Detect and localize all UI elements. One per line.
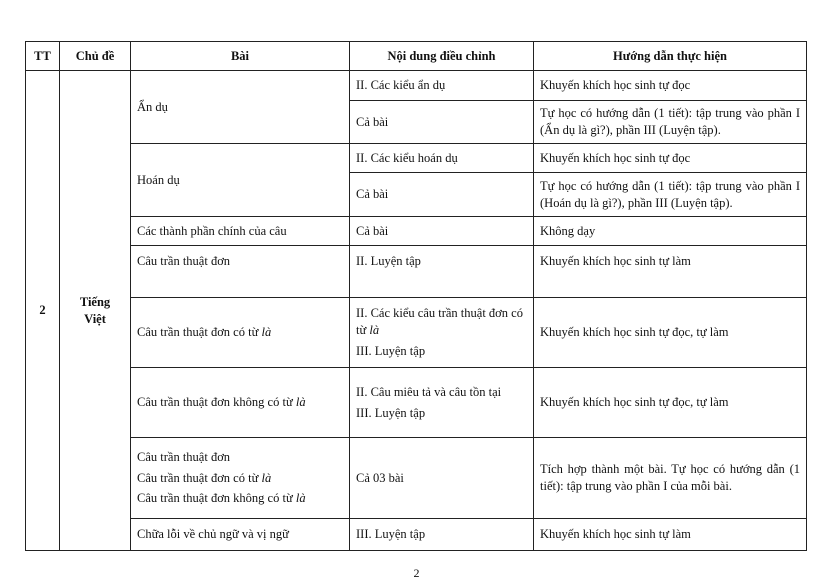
adjustment-text: III. Luyện tập [356, 405, 426, 420]
adjustment-cell: II. Các kiểu hoán dụ [350, 144, 534, 173]
adjustment-cell: III. Luyện tập [350, 519, 534, 551]
header-lesson: Bài [131, 42, 350, 71]
adjustment-emphasis: là [369, 323, 380, 338]
header-tt: TT [26, 42, 60, 71]
lesson-cell: Hoán dụ [131, 144, 350, 217]
adjustment-cell: Cả bài [350, 101, 534, 144]
lesson-cell [131, 298, 350, 368]
page-number: 2 [413, 566, 420, 580]
adjustment-text: III. Luyện tập [356, 343, 426, 358]
guidance-cell: Khuyến khích học sinh tự làm [534, 519, 807, 551]
lesson-cell [131, 368, 350, 438]
adjustment-cell: II. Luyện tập [350, 246, 534, 298]
topic-line-1: Tiếng [79, 294, 111, 309]
lesson-emphasis: là [295, 395, 306, 410]
lesson-emphasis: là [295, 491, 306, 506]
table-row [26, 217, 807, 246]
guidance-cell: Khuyến khích học sinh tự làm [534, 246, 807, 298]
guidance-cell: Tích hợp thành một bài. Tự học có hướng dẫn (1 tiết): tập trung vào phần I của mỗi bài. [534, 438, 807, 519]
lesson-cell [131, 438, 350, 519]
guidance-cell: Không dạy [534, 217, 807, 246]
lesson-cell: Chữa lỗi về chủ ngữ và vị ngữ [131, 519, 350, 551]
adjustment-cell: II. Các kiểu ẩn dụ [350, 71, 534, 101]
adjustment-cell [350, 298, 534, 368]
topic-line-2: Việt [84, 311, 106, 326]
table-row [26, 438, 807, 519]
header-guidance: Hướng dẫn thực hiện [534, 42, 807, 71]
adjustment-cell: Cả bài [350, 173, 534, 217]
lesson-text: Câu trần thuật đơn không có từ [137, 491, 296, 506]
lesson-emphasis: là [261, 470, 272, 485]
table-row [26, 519, 807, 551]
lesson-text: Câu trần thuật đơn có từ [137, 470, 262, 485]
lesson-cell: Câu trần thuật đơn [131, 246, 350, 298]
header-topic: Chủ đề [60, 42, 131, 71]
table-row [26, 368, 807, 438]
lesson-cell: Các thành phần chính của câu [131, 217, 350, 246]
table-row [26, 71, 807, 101]
guidance-cell: Tự học có hướng dẫn (1 tiết): tập trung vào phần I (Ẩn dụ là gì?), phần III (Luyện tập). [534, 101, 807, 144]
lesson-text: Câu trần thuật đơn có từ [137, 325, 262, 340]
lesson-text: Câu trần thuật đơn không có từ [137, 395, 296, 410]
curriculum-adjustment-table [25, 41, 807, 551]
lesson-emphasis: là [261, 325, 272, 340]
topic-cell [60, 71, 131, 551]
table-row [26, 246, 807, 298]
adjustment-text: II. Các kiểu câu trần thuật đơn có từ [356, 306, 523, 338]
adjustment-cell: Cả 03 bài [350, 438, 534, 519]
lesson-text: Câu trần thuật đơn [137, 449, 231, 464]
adjustment-text: II. Câu miêu tả và câu tồn tại [356, 384, 502, 399]
lesson-cell: Ẩn dụ [131, 71, 350, 144]
row-number-cell: 2 [26, 71, 60, 551]
guidance-cell: Khuyến khích học sinh tự đọc, tự làm [534, 298, 807, 368]
guidance-cell: Tự học có hướng dẫn (1 tiết): tập trung vào phần I (Hoán dụ là gì?), phần III (Luyện tập). [534, 173, 807, 217]
guidance-cell: Khuyến khích học sinh tự đọc [534, 71, 807, 101]
adjustment-cell: Cả bài [350, 217, 534, 246]
guidance-cell: Khuyến khích học sinh tự đọc [534, 144, 807, 173]
guidance-cell: Khuyến khích học sinh tự đọc, tự làm [534, 368, 807, 438]
header-adjustment: Nội dung điều chỉnh [350, 42, 534, 71]
table-row [26, 298, 807, 368]
table-header-row [26, 42, 807, 71]
table-row [26, 144, 807, 173]
adjustment-cell [350, 368, 534, 438]
